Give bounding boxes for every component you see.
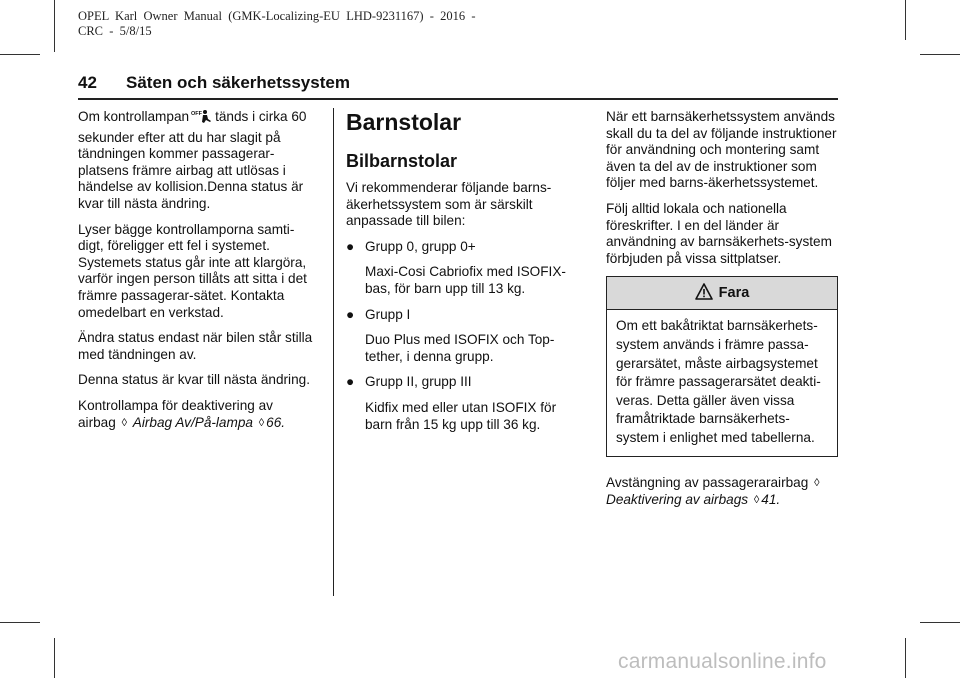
list-item-detail: Maxi-Cosi Cabriofix med ISOFIX-bas, för barn upp till 13 kg. [365, 264, 566, 296]
crop-mark [905, 638, 906, 678]
cross-reference-link[interactable]: Airbag Av/På-lampa [132, 414, 253, 430]
reference-icon: ◊ [258, 416, 265, 429]
crop-mark [905, 0, 906, 40]
reference-icon: ◊ [814, 476, 820, 489]
bullet-icon: ● [346, 306, 355, 322]
list-item-detail: Kidfix med eller utan ISOFIX för barn från 15 kg upp till 36 kg. [365, 399, 557, 432]
bullet-icon: ● [346, 374, 355, 390]
column-divider [333, 108, 334, 596]
crop-mark [0, 622, 40, 623]
crop-mark [54, 638, 55, 678]
warning-title: Fara [718, 285, 750, 302]
cross-reference-link[interactable]: Deaktivering av airbags [606, 492, 749, 508]
section-heading: Barnstolar [346, 109, 462, 135]
running-head [78, 73, 838, 93]
paragraph: Följ alltid lokala och nationella föreskrifter. I en del länder är användning av barnsäkerhets-system förbjuden på vissa sittplatser. [606, 200, 832, 266]
svg-text:OFF: OFF [191, 111, 203, 117]
warning-icon [695, 283, 713, 305]
paragraph: Lyser bägge kontrollamporna samti-digt, föreligger ett fel i systemet. Systemets status går inte att klargöra, varför ingen person tillåts att sitta i det främre passagerar-sätet. Kontakta omedelbart en verkstad. [78, 221, 307, 320]
column-2 [346, 109, 582, 442]
paragraph: Om kontrollampan OFF tänds i cirka 60 sekunder efter att du har slagit på tändningen kommer passagerar-platsens främre airbag att utlösas i händelse av kollision.Denna status är kvar till nästa ändring. [78, 109, 307, 211]
paragraph: Denna status är kvar till nästa ändring. [78, 372, 310, 388]
warning-box [606, 276, 838, 456]
section-title: Säten och säkerhetssystem [126, 73, 350, 92]
bullet-icon: ● [346, 238, 355, 254]
document-meta: OPEL Karl Owner Manual (GMK-Localizing-EU LHD-9231167) - 2016 - CRC - 5/8/15 [78, 9, 476, 38]
crop-mark [920, 622, 960, 623]
page-reference[interactable]: 66. [266, 414, 286, 430]
subsection-heading: Bilbarnstolar [346, 151, 458, 171]
watermark: carmanualsonline.info [618, 650, 827, 673]
list-item-detail: Duo Plus med ISOFIX och Top-tether, i denna grupp. [365, 332, 555, 364]
paragraph: Avstängning av passagerarairbag ◊ Deaktivering av airbags ◊ 41. [606, 474, 820, 508]
column-1 [78, 109, 318, 441]
reference-icon: ◊ [121, 416, 128, 429]
column-3 [606, 109, 838, 519]
crop-mark [0, 54, 40, 55]
crop-mark [920, 54, 960, 55]
paragraph: Vi rekommenderar följande barns-äkerhetssystem som är särskilt anpassade till bilen: [346, 180, 552, 229]
paragraph: Ändra status endast när bilen står stilla med tändningen av. [78, 330, 313, 362]
list-item: ● Grupp I [346, 306, 411, 322]
paragraph: Kontrollampa för deaktivering av airbag ◊ Airbag Av/På-lampa ◊ 66. [78, 397, 286, 430]
warning-text: Om ett bakåtriktat barnsäkerhets-system används i främre passa-gerarsätet, måste airbagsystemet för främre passagerarsätet deakti-veras. Detta gäller även vissa framåtriktade barnsäkerhets-system i enlighet med tabellerna. [616, 318, 821, 445]
airbag-off-icon [191, 109, 213, 130]
warning-header [607, 277, 837, 310]
header-rule [78, 98, 838, 100]
paragraph: När ett barnsäkerhetssystem används skall du ta del av följande instruktioner för användning och montering samt även ta del av de instruktioner som följer med barns-äkerhetssystemet. [606, 109, 837, 191]
list-item: ● Grupp 0, grupp 0+ [346, 238, 476, 254]
list-item: ● Grupp II, grupp III [346, 374, 472, 390]
page-reference[interactable]: 41. [761, 492, 781, 508]
reference-icon: ◊ [753, 494, 760, 507]
page-number: 42 [78, 73, 97, 92]
crop-mark [54, 0, 55, 52]
